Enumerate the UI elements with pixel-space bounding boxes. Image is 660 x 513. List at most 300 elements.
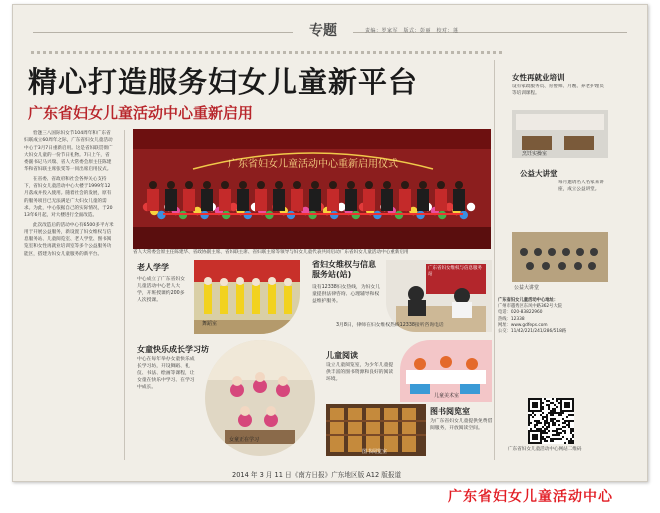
- hotline-poster: 广东省妇女维权与信息服务站: [428, 266, 482, 277]
- person-head: [383, 181, 391, 189]
- kids-text: 设立儿童阅览室，为少年儿童提供丰富的图书资源和良好的阅读环境。: [326, 363, 394, 382]
- kids-title: 儿童阅读: [326, 351, 358, 360]
- person-body: [381, 189, 393, 211]
- qr-module: [554, 438, 556, 440]
- qr-module: [536, 424, 538, 426]
- qr-module: [560, 410, 562, 412]
- qr-module: [550, 410, 552, 412]
- balloon: [467, 203, 475, 211]
- qr-module: [572, 442, 574, 444]
- qr-code: [528, 398, 574, 444]
- qr-module: [532, 402, 534, 404]
- qr-caption: 广东省妇女儿童活动中心网站二维码: [508, 447, 582, 452]
- qr-module: [568, 426, 570, 428]
- contact-line: 公交：11/42/221/241/286/518路: [498, 329, 567, 335]
- qr-module: [544, 430, 546, 432]
- qr-module: [556, 406, 558, 408]
- qr-module: [534, 398, 536, 400]
- qr-module: [562, 422, 564, 424]
- elders-photo-caption: 舞蹈室: [202, 321, 218, 327]
- qr-module: [532, 438, 534, 440]
- qr-module: [530, 430, 532, 432]
- qr-module: [560, 432, 562, 434]
- qr-module: [528, 434, 530, 436]
- qr-module: [552, 430, 554, 432]
- qr-module: [540, 436, 542, 438]
- qr-module: [566, 420, 568, 422]
- qr-module: [552, 418, 554, 420]
- article-body: [24, 130, 114, 420]
- contact-line: 电话：020-83822960: [498, 310, 543, 316]
- qr-module: [566, 424, 568, 426]
- lecture-photo: [512, 232, 608, 282]
- person-head: [311, 181, 319, 189]
- qr-module: [532, 410, 534, 412]
- qr-module: [550, 402, 552, 404]
- qr-module: [536, 436, 538, 438]
- qr-module: [532, 398, 534, 400]
- qr-module: [564, 398, 566, 400]
- qr-module: [536, 402, 538, 404]
- qr-module: [546, 418, 548, 420]
- qr-module: [556, 438, 558, 440]
- kids-photo: [400, 340, 492, 402]
- qr-module: [540, 440, 542, 442]
- qr-module: [548, 426, 550, 428]
- person-head: [365, 181, 373, 189]
- hero-caption: 省人大常委会原主任陈建华、省政协副主席、省妇联主席、省妇联主席等领导与妇女儿童代表共同启动广东省妇女儿童活动中心重新启用: [133, 250, 409, 255]
- qr-module: [566, 398, 568, 400]
- person-body: [435, 189, 447, 211]
- qr-module: [536, 438, 538, 440]
- qr-module: [556, 434, 558, 436]
- qr-module: [532, 434, 534, 436]
- qr-module: [572, 402, 574, 404]
- qr-module: [536, 422, 538, 424]
- qr-module: [528, 410, 530, 412]
- person-body: [201, 189, 213, 211]
- qr-module: [532, 412, 534, 414]
- qr-module: [572, 414, 574, 416]
- qr-module: [552, 408, 554, 410]
- qr-module: [540, 422, 542, 424]
- person-head: [149, 181, 157, 189]
- qr-module: [538, 398, 540, 400]
- qr-module: [564, 426, 566, 428]
- person-body: [165, 189, 177, 211]
- qr-module: [558, 424, 560, 426]
- qr-module: [546, 416, 548, 418]
- person-head: [185, 181, 193, 189]
- qr-module: [572, 420, 574, 422]
- person-head: [419, 181, 427, 189]
- qr-module: [536, 420, 538, 422]
- qr-module: [564, 442, 566, 444]
- qr-module: [570, 410, 572, 412]
- qr-module: [562, 398, 564, 400]
- qr-module: [568, 422, 570, 424]
- qr-module: [548, 400, 550, 402]
- qr-module: [548, 404, 550, 406]
- qr-module: [560, 404, 562, 406]
- qr-module: [558, 428, 560, 430]
- elders-title: 老人学学: [137, 263, 169, 272]
- qr-module: [540, 428, 542, 430]
- qr-module: [572, 428, 574, 430]
- column-divider: [124, 130, 125, 460]
- person-body: [291, 189, 303, 211]
- qr-module: [528, 398, 530, 400]
- qr-module: [552, 440, 554, 442]
- qr-module: [532, 436, 534, 438]
- qr-module: [572, 410, 574, 412]
- ribbon-cutting-image: [133, 129, 491, 249]
- qr-module: [558, 398, 560, 400]
- qr-module: [558, 402, 560, 404]
- qr-module: [560, 400, 562, 402]
- qr-module: [528, 416, 530, 418]
- qr-module: [528, 432, 530, 434]
- person-head: [455, 181, 463, 189]
- qr-module: [534, 410, 536, 412]
- qr-module: [564, 430, 566, 432]
- qr-module: [560, 402, 562, 404]
- qr-module: [542, 426, 544, 428]
- body-paragraph: 恰逢三八国际妇女节104周年和广东省妇联成立60周年之际，广东省妇女儿童活动中心于3月7日重新启用。这是省妇联贯彻广大妇女儿童的一份节日礼物。7日上午，省委副书记马兴瑞、省人大常委会原主任陈建华和省妇联主席张雯等一同出席启用仪式。: [24, 131, 113, 173]
- person-head: [167, 181, 175, 189]
- growth-photo-caption: 女童正在学习: [229, 437, 260, 443]
- qr-module: [550, 440, 552, 442]
- qr-module: [558, 412, 560, 414]
- person-body: [327, 189, 339, 211]
- qr-module: [544, 428, 546, 430]
- qr-module: [562, 412, 564, 414]
- qr-module: [556, 400, 558, 402]
- person-body: [417, 189, 429, 211]
- qr-module: [534, 426, 536, 428]
- contact-block: [498, 298, 610, 335]
- qr-module: [540, 438, 542, 440]
- qr-module: [568, 442, 570, 444]
- qr-module: [528, 430, 530, 432]
- qr-module: [528, 420, 530, 422]
- qr-code-icon: [528, 398, 574, 444]
- qr-module: [558, 414, 560, 416]
- qr-module: [538, 430, 540, 432]
- qr-module: [550, 420, 552, 422]
- qr-module: [564, 402, 566, 404]
- qr-module: [554, 410, 556, 412]
- qr-module: [540, 442, 542, 444]
- hotline-text: 设有12338妇女热线，为妇女儿童提供法律咨询、心理辅导和权益维护服务。: [312, 285, 381, 304]
- qr-module: [540, 404, 542, 406]
- qr-module: [568, 440, 570, 442]
- qr-module: [564, 422, 566, 424]
- qr-module: [572, 406, 574, 408]
- qr-module: [548, 430, 550, 432]
- qr-module: [566, 438, 568, 440]
- qr-module: [542, 416, 544, 418]
- qr-module: [562, 418, 564, 420]
- library-title: 图书阅览室: [430, 407, 470, 416]
- reemploy-title: 女性再就业培训: [512, 73, 565, 82]
- qr-module: [534, 442, 536, 444]
- qr-module: [552, 412, 554, 414]
- person-head: [239, 181, 247, 189]
- qr-module: [556, 432, 558, 434]
- qr-module: [562, 436, 564, 438]
- qr-module: [544, 438, 546, 440]
- qr-module: [564, 404, 566, 406]
- qr-module: [528, 424, 530, 426]
- qr-module: [546, 420, 548, 422]
- qr-module: [530, 410, 532, 412]
- qr-module: [540, 406, 542, 408]
- qr-module: [544, 398, 546, 400]
- contact-line: 广州市越秀区东风中路362号大院: [498, 304, 563, 310]
- qr-module: [530, 422, 532, 424]
- qr-module: [558, 432, 560, 434]
- qr-module: [534, 402, 536, 404]
- qr-module: [568, 414, 570, 416]
- section-title: 专题: [293, 18, 353, 44]
- person-body: [363, 189, 375, 211]
- library-text: 为广东省妇女儿童提供免费借阅服务，开放阅读空间。: [430, 419, 493, 431]
- qr-module: [530, 442, 532, 444]
- qr-module: [564, 420, 566, 422]
- qr-module: [548, 406, 550, 408]
- qr-module: [558, 438, 560, 440]
- qr-module: [554, 422, 556, 424]
- qr-module: [530, 398, 532, 400]
- qr-module: [540, 400, 542, 402]
- qr-module: [552, 438, 554, 440]
- qr-module: [532, 404, 534, 406]
- qr-module: [570, 428, 572, 430]
- qr-module: [528, 414, 530, 416]
- qr-module: [544, 432, 546, 434]
- qr-module: [542, 432, 544, 434]
- qr-module: [534, 424, 536, 426]
- library-photo: [326, 404, 426, 456]
- growth-text: 中心在每年举办女童快乐成长学习坊，开设舞蹈、礼仪、书法、绘画等课程，让女童在快乐中学习、在学习中成长。: [137, 357, 195, 390]
- qr-module: [538, 442, 540, 444]
- body-paragraph: 在省委、省政府和社会各界关心支持下，省妇女儿童活动中心大楼于1999年12月落成并投入使用。随着社会的发展，原有的服务项目已无法满足广大妇女儿童的需求。为此，中心依据自己的实际情况，于2013年6月起，对大楼进行全面改造。: [24, 176, 113, 219]
- qr-module: [558, 420, 560, 422]
- qr-module: [534, 406, 536, 408]
- qr-module: [546, 422, 548, 424]
- person-head: [275, 181, 283, 189]
- person-body: [183, 189, 195, 211]
- qr-module: [568, 406, 570, 408]
- qr-module: [542, 438, 544, 440]
- qr-module: [548, 408, 550, 410]
- qr-module: [540, 434, 542, 436]
- qr-module: [540, 402, 542, 404]
- qr-module: [570, 420, 572, 422]
- article-subheadline: 广东省妇女儿童活动中心重新启用: [28, 104, 254, 122]
- qr-module: [566, 404, 568, 406]
- person-body: [399, 189, 411, 211]
- qr-module: [530, 414, 532, 416]
- qr-module: [554, 412, 556, 414]
- qr-module: [562, 426, 564, 428]
- qr-module: [556, 412, 558, 414]
- qr-module: [538, 410, 540, 412]
- lecture-caption: 公益大讲堂: [514, 285, 540, 291]
- qr-module: [556, 398, 558, 400]
- person-head: [203, 181, 211, 189]
- qr-module: [552, 420, 554, 422]
- header-stripe: [31, 51, 503, 54]
- qr-module: [568, 420, 570, 422]
- qr-module: [572, 404, 574, 406]
- qr-module: [550, 438, 552, 440]
- lecture-text: 每月邀请名人名家来讲座，成立公益讲堂。: [558, 180, 604, 192]
- qr-module: [548, 412, 550, 414]
- elders-photo: [194, 260, 300, 334]
- qr-module: [532, 430, 534, 432]
- section-header: [13, 15, 647, 49]
- qr-module: [540, 410, 542, 412]
- qr-module: [558, 434, 560, 436]
- qr-module: [554, 430, 556, 432]
- qr-module: [546, 436, 548, 438]
- qr-module: [540, 398, 542, 400]
- brand-name: 广东省妇女儿童活动中心: [448, 489, 613, 505]
- reemploy-text: 设有家政服务员、育婴师、月嫂、养老护理员等培训课程。: [512, 84, 604, 96]
- contact-line: 热线：12338: [498, 316, 525, 322]
- qr-module: [546, 426, 548, 428]
- qr-module: [540, 430, 542, 432]
- sidebar-divider: [494, 60, 495, 460]
- qr-module: [562, 410, 564, 412]
- qr-module: [572, 430, 574, 432]
- qr-module: [546, 440, 548, 442]
- qr-module: [554, 404, 556, 406]
- qr-module: [540, 432, 542, 434]
- person-head: [329, 181, 337, 189]
- person-head: [401, 181, 409, 189]
- qr-module: [572, 440, 574, 442]
- qr-module: [550, 418, 552, 420]
- qr-module: [530, 428, 532, 430]
- contact-line: 广东省妇女儿童活动中心地址：: [498, 298, 559, 303]
- qr-module: [566, 406, 568, 408]
- qr-module: [552, 414, 554, 416]
- qr-module: [566, 416, 568, 418]
- qr-module: [552, 410, 554, 412]
- qr-module: [528, 402, 530, 404]
- qr-module: [564, 410, 566, 412]
- qr-module: [570, 398, 572, 400]
- qr-module: [536, 434, 538, 436]
- qr-module: [538, 428, 540, 430]
- qr-module: [546, 432, 548, 434]
- qr-module: [572, 434, 574, 436]
- qr-module: [552, 398, 554, 400]
- qr-module: [544, 422, 546, 424]
- qr-module: [536, 404, 538, 406]
- qr-module: [560, 412, 562, 414]
- qr-module: [536, 398, 538, 400]
- qr-module: [560, 438, 562, 440]
- qr-module: [528, 442, 530, 444]
- hero-banner-text: 广东省妇女儿童活动中心重新启用仪式: [228, 159, 398, 170]
- qr-module: [556, 420, 558, 422]
- person-head: [221, 181, 229, 189]
- qr-module: [544, 424, 546, 426]
- qr-module: [548, 436, 550, 438]
- growth-title: 女童快乐成长学习坊: [137, 345, 209, 354]
- hotline-subtext: 3月8日，律师在妇女维权热线12338接听咨询电话: [336, 323, 444, 328]
- qr-module: [554, 424, 556, 426]
- qr-module: [550, 414, 552, 416]
- qr-module: [570, 432, 572, 434]
- qr-module: [564, 406, 566, 408]
- qr-module: [564, 432, 566, 434]
- qr-module: [528, 422, 530, 424]
- qr-module: [536, 410, 538, 412]
- qr-module: [536, 430, 538, 432]
- reemploy-caption: 烹饪实操室: [522, 151, 548, 157]
- qr-module: [528, 404, 530, 406]
- qr-module: [542, 402, 544, 404]
- contact-line: 网址：www.gdfeps.com: [498, 322, 548, 328]
- qr-module: [570, 430, 572, 432]
- qr-module: [554, 434, 556, 436]
- body-paragraph: 此次改造后的活动中心有6500多平方米用于开展公益服务，新设置了妇女维权与信息服务站、儿童阅览室、老人学堂、图书阅览室和女性再就业培训室等多个公益服务功能区，搭建为妇女儿童服务的新平台。: [24, 222, 114, 257]
- qr-module: [554, 408, 556, 410]
- qr-module: [528, 418, 530, 420]
- qr-module: [542, 412, 544, 414]
- person-body: [255, 189, 267, 211]
- qr-module: [542, 406, 544, 408]
- person-body: [219, 189, 231, 211]
- qr-module: [534, 438, 536, 440]
- qr-module: [534, 404, 536, 406]
- qr-module: [570, 440, 572, 442]
- person-head: [293, 181, 301, 189]
- qr-module: [568, 402, 570, 404]
- qr-module: [568, 398, 570, 400]
- qr-module: [554, 418, 556, 420]
- qr-module: [550, 412, 552, 414]
- qr-module: [560, 428, 562, 430]
- qr-module: [570, 414, 572, 416]
- qr-module: [560, 406, 562, 408]
- qr-module: [532, 406, 534, 408]
- qr-module: [570, 438, 572, 440]
- qr-module: [534, 414, 536, 416]
- qr-module: [528, 400, 530, 402]
- person-head: [347, 181, 355, 189]
- qr-module: [532, 442, 534, 444]
- publication-date: 2014 年 3 月 11 日《南方日报》广东地区版 A12 版报道: [232, 471, 402, 479]
- qr-module: [572, 408, 574, 410]
- qr-module: [544, 440, 546, 442]
- qr-module: [546, 428, 548, 430]
- qr-module: [570, 442, 572, 444]
- person-head: [437, 181, 445, 189]
- qr-module: [546, 404, 548, 406]
- hotline-title: 省妇女维权与信息服务站(站): [312, 260, 376, 279]
- qr-module: [538, 420, 540, 422]
- qr-module: [534, 436, 536, 438]
- qr-module: [566, 402, 568, 404]
- person-body: [453, 189, 465, 211]
- qr-module: [534, 430, 536, 432]
